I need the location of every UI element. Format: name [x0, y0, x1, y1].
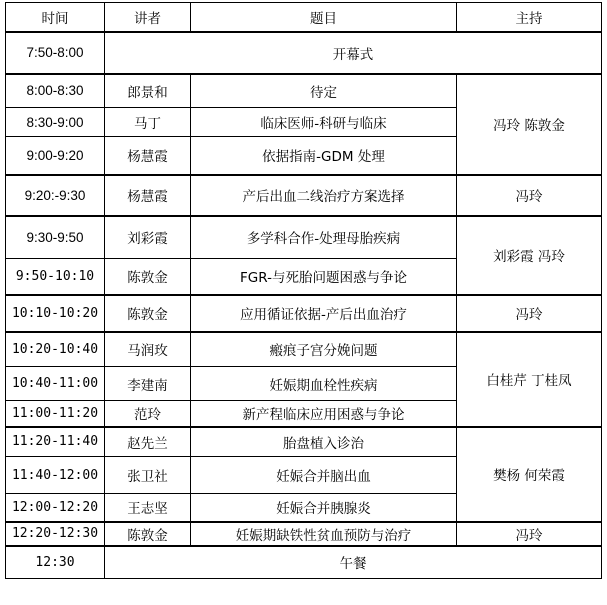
session-speaker: 赵先兰 [105, 427, 191, 457]
opening-title: 开幕式 [105, 32, 602, 74]
session-time: 10:20-10:40 [6, 332, 105, 367]
session-topic: 妊娠合并脑出血 [191, 457, 457, 494]
session-speaker: 杨慧霞 [105, 175, 191, 216]
session-topic: 瘢痕子宫分娩问题 [191, 332, 457, 367]
session-host: 冯玲 [457, 295, 602, 332]
session-topic: FGR-与死胎问题困惑与争论 [191, 259, 457, 295]
session-speaker: 陈敦金 [105, 295, 191, 332]
session-time: 9:20:-9:30 [6, 175, 105, 216]
header-speaker: 讲者 [105, 3, 191, 32]
session-topic: 新产程临床应用困惑与争论 [191, 401, 457, 427]
session-topic: 待定 [191, 74, 457, 108]
opening-time: 7:50-8:00 [6, 32, 105, 74]
schedule-table [5, 2, 602, 579]
lunch-row [6, 546, 602, 579]
session-host: 樊杨 何荣霞 [457, 427, 602, 522]
session-speaker: 马润玫 [105, 332, 191, 367]
table-row [6, 216, 602, 259]
session-speaker: 王志坚 [105, 494, 191, 522]
session-time: 8:00-8:30 [6, 74, 105, 108]
table-row [6, 427, 602, 457]
table-row [6, 175, 602, 216]
lunch-time: 12:30 [6, 546, 105, 579]
session-host: 冯玲 [457, 175, 602, 216]
session-speaker: 马丁 [105, 108, 191, 137]
session-time: 12:00-12:20 [6, 494, 105, 522]
session-topic: 产后出血二线治疗方案选择 [191, 175, 457, 216]
session-speaker: 郎景和 [105, 74, 191, 108]
session-time: 10:10-10:20 [6, 295, 105, 332]
session-topic: 妊娠期血栓性疾病 [191, 367, 457, 401]
header-host: 主持 [457, 3, 602, 32]
lunch-title: 午餐 [105, 546, 602, 579]
session-time: 10:40-11:00 [6, 367, 105, 401]
session-time: 9:30-9:50 [6, 216, 105, 259]
session-topic: 妊娠期缺铁性贫血预防与治疗 [191, 522, 457, 546]
table-row [6, 522, 602, 546]
table-row [6, 332, 602, 367]
session-topic: 应用循证依据-产后出血治疗 [191, 295, 457, 332]
header-topic: 题目 [191, 3, 457, 32]
session-host: 刘彩霞 冯玲 [457, 216, 602, 295]
session-host: 冯玲 [457, 522, 602, 546]
table-row [6, 74, 602, 108]
session-host: 白桂芹 丁桂凤 [457, 332, 602, 427]
session-speaker: 李建南 [105, 367, 191, 401]
session-speaker: 刘彩霞 [105, 216, 191, 259]
session-time: 12:20-12:30 [6, 522, 105, 546]
schedule-wrapper [5, 2, 602, 579]
header-row [6, 3, 602, 32]
session-time: 11:00-11:20 [6, 401, 105, 427]
table-row [6, 295, 602, 332]
session-topic: 妊娠合并胰腺炎 [191, 494, 457, 522]
session-speaker: 陈敦金 [105, 522, 191, 546]
session-topic: 依据指南-GDM 处理 [191, 137, 457, 175]
session-time: 9:00-9:20 [6, 137, 105, 175]
session-speaker: 陈敦金 [105, 259, 191, 295]
session-time: 9:50-10:10 [6, 259, 105, 295]
session-topic: 多学科合作-处理母胎疾病 [191, 216, 457, 259]
session-host: 冯玲 陈敦金 [457, 74, 602, 175]
opening-row [6, 32, 602, 74]
session-time: 8:30-9:00 [6, 108, 105, 137]
session-topic: 临床医师-科研与临床 [191, 108, 457, 137]
session-speaker: 杨慧霞 [105, 137, 191, 175]
session-speaker: 范玲 [105, 401, 191, 427]
session-topic: 胎盘植入诊治 [191, 427, 457, 457]
session-speaker: 张卫社 [105, 457, 191, 494]
session-time: 11:20-11:40 [6, 427, 105, 457]
session-time: 11:40-12:00 [6, 457, 105, 494]
header-time: 时间 [6, 3, 105, 32]
